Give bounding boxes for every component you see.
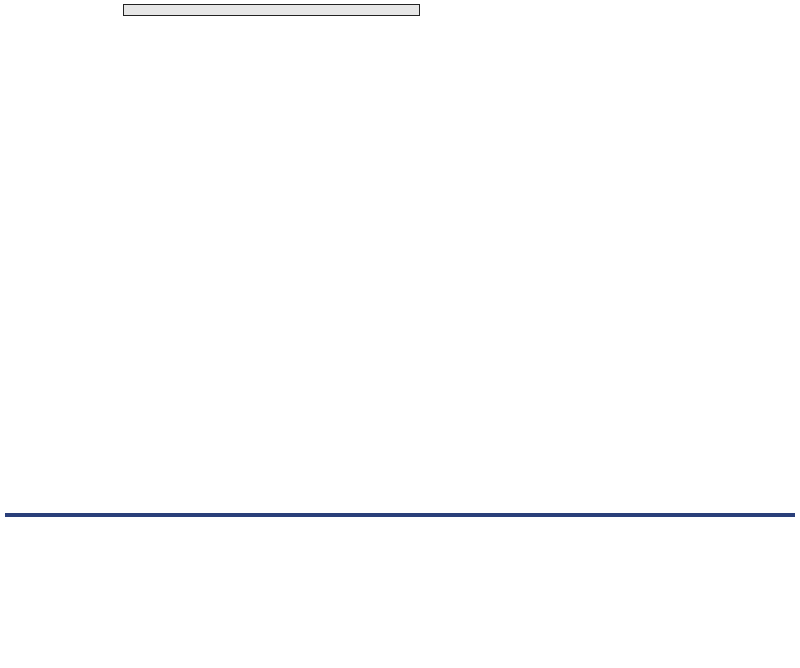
sheet-title — [123, 4, 420, 16]
league-sheet — [5, 4, 795, 664]
subs-separator — [5, 513, 795, 517]
